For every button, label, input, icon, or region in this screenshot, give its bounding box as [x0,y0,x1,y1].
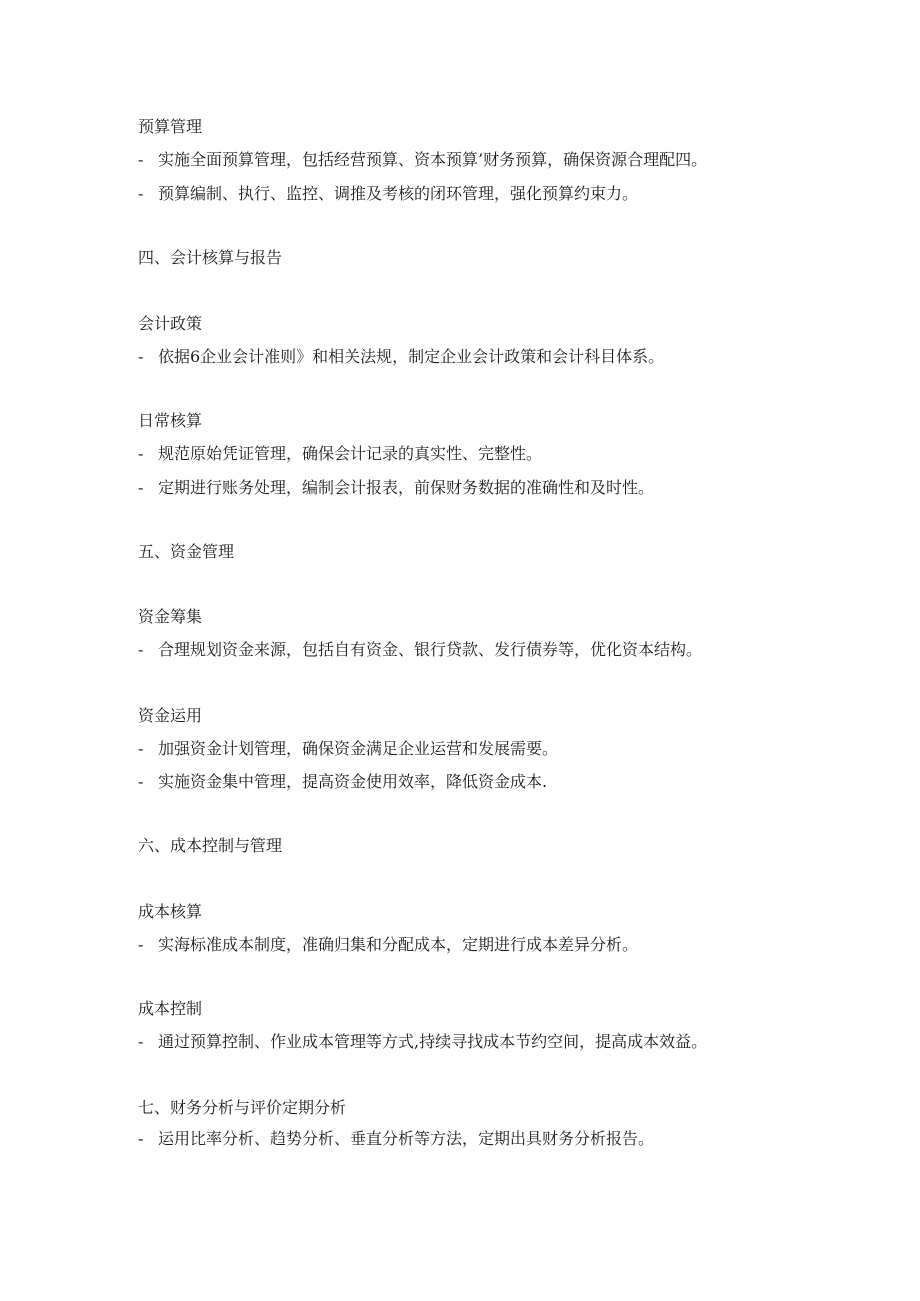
bullet-item [138,477,654,499]
bullet-text: 合理规划资金来源，包括自有资金、银行贷款、发行债券等，优化资本结构。 [158,640,703,659]
bullet-item [138,934,638,956]
bullet-text: 加强资金计划管理，确保资金满足企业运营和发展需要。 [158,739,559,758]
bullet-text: 实施全面预算管理，包括经营预算、资本预算’财务预算，确保资源合理配四。 [158,150,708,169]
subsection-title-funds-usage: 资金运用 [138,706,203,725]
bullet-text: 运用比率分析、趋势分析、垂直分析等方法，定期出具财务分析报告。 [158,1129,655,1148]
bullet-item [138,639,702,661]
bullet-item [138,149,707,171]
bullet-dash: - [138,640,144,659]
bullet-dash: - [138,1032,144,1051]
bullet-dash: - [138,935,144,954]
bullet-item [138,183,638,205]
bullet-text: 实海标准成本制度，准确归集和分配成本，定期进行成本差异分析。 [158,935,639,954]
bullet-text: 实施资金集中管理，提高资金使用效率，降低资金成本. [158,772,548,791]
bullet-dash: - [138,150,144,169]
bullet-dash: - [138,1129,144,1148]
bullet-text: 预算编制、执行、监控、调推及考核的闭环管理，强化预算约束力。 [158,184,639,203]
section-heading-analysis: 七、财务分析与评价定期分析 [138,1098,347,1117]
bullet-item [138,443,542,465]
section-heading-funds: 五、资金管理 [138,542,235,561]
subsection-title-budget-management: 预算管理 [138,117,203,136]
bullet-item [138,1128,654,1150]
bullet-text: 通过预算控制、作业成本管理等方式,持续寻找成本节约空间，提高成本效益。 [158,1032,708,1051]
bullet-dash: - [138,739,144,758]
bullet-dash: - [138,444,144,463]
bullet-dash: - [138,347,144,366]
subsection-title-cost-accounting: 成本核算 [138,902,203,921]
bullet-dash: - [138,478,144,497]
section-heading-accounting: 四、会计核算与报告 [138,248,283,267]
section-heading-cost: 六、成本控制与管理 [138,836,283,855]
bullet-item [138,738,558,760]
subsection-title-cost-control: 成本控制 [138,999,203,1018]
bullet-item [138,771,547,793]
bullet-text: 依据6企业会计准则》和相关法规，制定企业会计政策和会计科目体系。 [158,347,665,366]
subsection-title-accounting-policy: 会计政策 [138,314,203,333]
bullet-text: 定期进行账务处理，编制会计报表，前保财务数据的准确性和及时性。 [158,478,655,497]
subsection-title-funds-raising: 资金筹集 [138,607,203,626]
bullet-dash: - [138,184,144,203]
bullet-dash: - [138,772,144,791]
subsection-title-daily-accounting: 日常核算 [138,411,203,430]
bullet-text: 规范原始凭证管理，确保会计记录的真实性、完整性。 [158,444,543,463]
bullet-item [138,346,664,368]
bullet-item [138,1031,707,1053]
